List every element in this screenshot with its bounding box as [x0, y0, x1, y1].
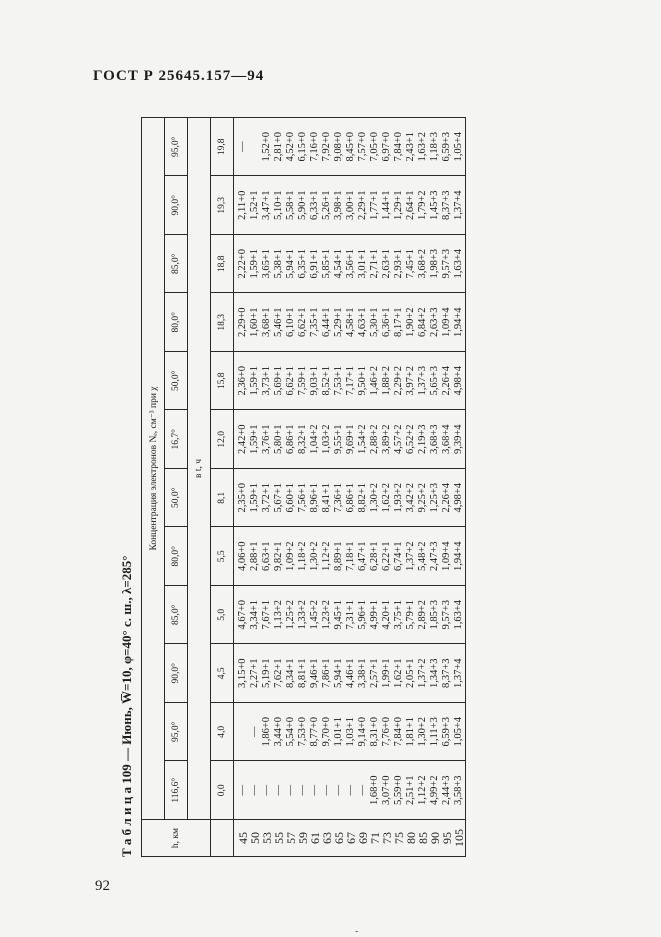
table-cell: 5,30+1	[369, 307, 380, 338]
table-cell: 5,59+0	[393, 775, 404, 806]
table-cell: 1,63+4	[453, 248, 464, 279]
table-cell: 7,53+0	[297, 716, 308, 747]
data-column-0	[234, 761, 466, 820]
table-cell: 3,72+1	[261, 482, 272, 513]
table-cell: 6,97+0	[381, 131, 392, 162]
time-header: в t, ч	[188, 118, 211, 820]
table-cell: —	[357, 785, 368, 796]
height-value: 73	[380, 832, 394, 844]
table-cell: 1,85+3	[429, 599, 440, 630]
table-cell: 1,60+1	[249, 307, 260, 338]
table-cell: 1,11+3	[429, 717, 440, 747]
table-cell: 6,59+3	[441, 716, 452, 747]
height-value: 61	[308, 832, 322, 844]
table-cell: 4,20+1	[381, 599, 392, 630]
table-cell: 1,77+1	[369, 190, 380, 221]
table-cell: 9,57+3	[441, 599, 452, 630]
table-cell: 4,67+0	[237, 599, 248, 630]
table-cell: 6,28+1	[369, 541, 380, 572]
table-cell: 2,88+1	[249, 541, 260, 572]
table-cell: 7,84+0	[393, 716, 404, 747]
chi-header-0: 116,6°	[165, 761, 188, 820]
table-cell: 8,82+1	[357, 482, 368, 513]
table-cell: 5,54+0	[285, 716, 296, 747]
table-cell: 1,37+4	[453, 190, 464, 221]
table-cell: 7,62+1	[273, 658, 284, 689]
height-value: 65	[332, 832, 346, 844]
height-value: 105	[452, 829, 466, 847]
table-cell: 8,89+1	[333, 541, 344, 572]
table-cell: 8,45+0	[345, 131, 356, 162]
table-cell: 4,99+2	[429, 775, 440, 806]
table-cell: 2,36+0	[237, 365, 248, 396]
table-cell: 3,15+0	[237, 658, 248, 689]
height-column-header: h, км	[142, 820, 211, 857]
table-cell: 3,34+1	[249, 599, 260, 630]
time-header-5: 8,1	[211, 469, 234, 528]
table-cell: 2,63+1	[381, 248, 392, 279]
table-cell: 1,29+1	[393, 190, 404, 221]
table-cell: 5,65+3	[429, 365, 440, 396]
table-cell: 8,81+1	[297, 658, 308, 689]
table-cell: 1,37+2	[417, 658, 428, 689]
table-cell: 3,47+1	[261, 190, 272, 221]
table-cell: 2,35+0	[237, 482, 248, 513]
table-cell: 5,26+1	[321, 190, 332, 221]
table-cell: 2,27+1	[249, 658, 260, 689]
table-cell: 2,88+2	[369, 424, 380, 455]
table-cell: 4,52+0	[285, 131, 296, 162]
table-cell: 3,68+4	[441, 424, 452, 455]
table-cell: 8,31+0	[369, 716, 380, 747]
chi-header-7: 50,0°	[165, 352, 188, 411]
table-cell: 9,69+1	[345, 424, 356, 455]
chi-header-9: 85,0°	[165, 235, 188, 294]
table-cell: 2,71+1	[369, 248, 380, 279]
table-cell: 6,86+1	[345, 482, 356, 513]
chi-header-8: 80,0°	[165, 293, 188, 352]
table-cell: 5,58+1	[285, 190, 296, 221]
table-cell: 1,25+2	[285, 599, 296, 630]
table-cell: 1,94+4	[453, 541, 464, 572]
table-cell: 8,52+1	[321, 365, 332, 396]
table-cell: 1,25+3	[429, 482, 440, 513]
table-cell: —	[309, 785, 320, 796]
data-column-7	[234, 352, 466, 411]
table-cell: 5,10+1	[273, 190, 284, 221]
table-cell: 5,29+1	[333, 307, 344, 338]
table-cell: 6,44+1	[321, 307, 332, 338]
table-cell: 6,47+1	[357, 541, 368, 572]
table-cell: 9,25+2	[417, 482, 428, 513]
table-cell: 1,09+2	[285, 541, 296, 572]
table-cell: 6,22+1	[381, 541, 392, 572]
table-cell: 2,81+0	[273, 131, 284, 162]
table-cell: 5,79+1	[405, 599, 416, 630]
table-cell: 3,56+1	[345, 248, 356, 279]
table-cell: 1,59+1	[249, 482, 260, 513]
time-header-1: 4,0	[211, 703, 234, 762]
table-cell: 5,80+1	[273, 424, 284, 455]
table-cell: 6,52+2	[405, 424, 416, 455]
table-cell: 1,63+4	[453, 599, 464, 630]
table-cell: 3,68+1	[261, 307, 272, 338]
bottom-mark: -	[355, 926, 359, 937]
table-cell: 1,86+0	[261, 716, 272, 747]
table-cell: 1,12+2	[417, 775, 428, 806]
table-cell: 3,76+1	[261, 424, 272, 455]
table-cell: 6,62+1	[285, 365, 296, 396]
table-cell: 8,96+1	[309, 482, 320, 513]
table-cell: 7,16+0	[309, 131, 320, 162]
table-cell: 1,94+4	[453, 307, 464, 338]
table-cell: 1,62+1	[393, 658, 404, 689]
time-header-10: 19,3	[211, 176, 234, 235]
table-cell: 8,77+0	[309, 716, 320, 747]
table-cell: 2,93+1	[393, 248, 404, 279]
table-cell: 2,29+0	[237, 307, 248, 338]
table-cell: 9,70+0	[321, 716, 332, 747]
table-cell: 2,29+2	[393, 365, 404, 396]
time-header-4: 5,5	[211, 527, 234, 586]
height-value: 69	[356, 832, 370, 844]
height-value: 63	[320, 832, 334, 844]
table-cell: 4,57+2	[393, 424, 404, 455]
table-cell: 5,38+1	[273, 248, 284, 279]
table-cell: 5,96+1	[357, 599, 368, 630]
table-body-row	[234, 118, 466, 857]
height-value: 85	[416, 832, 430, 844]
table-cell: 2,26+4	[441, 365, 452, 396]
table-cell: 6,60+1	[285, 482, 296, 513]
table-cell: 3,89+2	[381, 424, 392, 455]
table-cell: 1,52+1	[249, 190, 260, 221]
data-column-2	[234, 644, 466, 703]
table-cell: 9,57+3	[441, 248, 452, 279]
table-cell: 3,73+1	[261, 365, 272, 396]
time-header-11: 19,8	[211, 118, 234, 177]
table-cell: 3,65+1	[261, 248, 272, 279]
table-cell: 1,62+2	[381, 482, 392, 513]
table-cell: 4,06+0	[237, 541, 248, 572]
table-cell: 1,46+2	[369, 365, 380, 396]
height-value: 55	[272, 832, 286, 844]
table-cell: 7,18+1	[345, 541, 356, 572]
document-header: ГОСТ Р 25645.157—94	[93, 68, 265, 84]
table-cell: 9,14+0	[357, 716, 368, 747]
table-cell: 1,37+4	[453, 658, 464, 689]
table-cell: 7,84+0	[393, 131, 404, 162]
table-cell: 4,98+4	[453, 482, 464, 513]
time-header-9: 18,8	[211, 235, 234, 294]
table-cell: 1,59+1	[249, 365, 260, 396]
time-header-0: 0,0	[211, 761, 234, 820]
table-cell: 2,19+3	[417, 424, 428, 455]
table-cell: 2,05+1	[405, 658, 416, 689]
table-cell: 8,34+1	[285, 658, 296, 689]
table-cell: 4,98+4	[453, 365, 464, 396]
table-cell: 5,90+1	[297, 190, 308, 221]
table-cell: 4,46+1	[345, 658, 356, 689]
table-cell: 8,32+1	[297, 424, 308, 455]
table-cell: 7,92+0	[321, 131, 332, 162]
chi-header-11: 95,0°	[165, 118, 188, 177]
table-cell: 8,37+3	[441, 190, 452, 221]
table-cell: 9,39+4	[453, 424, 464, 455]
table-cell: 1,05+4	[453, 131, 464, 162]
table-cell: 1,59+1	[249, 248, 260, 279]
data-column-8	[234, 293, 466, 352]
table-cell: 5,85+1	[321, 248, 332, 279]
table-cell: 3,68+3	[429, 424, 440, 455]
table-cell: 9,46+1	[309, 658, 320, 689]
table-cell: 1,13+2	[273, 599, 284, 630]
data-table	[141, 117, 466, 857]
table-cell: 2,63+3	[429, 307, 440, 338]
table-cell: 3,00+1	[345, 190, 356, 221]
table-cell: 1,98+3	[429, 248, 440, 279]
data-column-10	[234, 176, 466, 235]
table-cell: 7,35+1	[309, 307, 320, 338]
table-cell: 3,44+0	[273, 716, 284, 747]
table-cell: 6,74+1	[393, 541, 404, 572]
table-cell: 7,05+0	[369, 131, 380, 162]
table-cell: —	[249, 785, 260, 796]
table-cell: 9,08+0	[333, 131, 344, 162]
table-cell: 8,37+3	[441, 658, 452, 689]
table-cell: 6,36+1	[381, 307, 392, 338]
table-cell: 7,59+1	[297, 365, 308, 396]
table-cell: 7,53+1	[333, 365, 344, 396]
table-cell: 4,99+1	[369, 599, 380, 630]
table-cell: 2,47+3	[429, 541, 440, 572]
table-cell: —	[321, 785, 332, 796]
table-cell: 1,37+2	[405, 541, 416, 572]
heights-column	[234, 820, 466, 857]
table-cell: 6,35+1	[297, 248, 308, 279]
table-cell: 2,29+1	[357, 190, 368, 221]
height-value: 75	[392, 832, 406, 844]
table-cell: 1,03+2	[321, 424, 332, 455]
table-cell: 6,86+1	[285, 424, 296, 455]
chi-header-1: 95,0°	[165, 703, 188, 762]
table-cell: 5,67+1	[273, 482, 284, 513]
table-cell: 6,10+1	[285, 307, 296, 338]
table-cell: 5,69+1	[273, 365, 284, 396]
table-cell: —	[261, 785, 272, 796]
table-cell: 9,45+1	[333, 599, 344, 630]
table-cell: 5,19+1	[261, 658, 272, 689]
time-header-3: 5,0	[211, 586, 234, 645]
table-cell: 1,33+2	[297, 599, 308, 630]
table-cell: —	[345, 785, 356, 796]
table-cell: 7,31+1	[345, 599, 356, 630]
chi-header-6: 16,7°	[165, 410, 188, 469]
table-cell: 1,30+2	[309, 541, 320, 572]
table-cell: 2,51+1	[405, 775, 416, 806]
table-cell: 3,01+1	[357, 248, 368, 279]
table-cell: 1,81+1	[405, 716, 416, 747]
data-column-3	[234, 586, 466, 645]
table-cell: 1,23+2	[321, 599, 332, 630]
table-caption: Т а б л и ц а 109 — Июнь, W̅=10, φ=40° с. ш., λ=285°	[119, 555, 134, 857]
table-cell: 3,98+1	[333, 190, 344, 221]
table-cell: —	[273, 785, 284, 796]
table-cell: —	[237, 785, 248, 796]
height-value: 59	[296, 832, 310, 844]
table-cell: 2,11+0	[237, 190, 248, 220]
table-cell: —	[333, 785, 344, 796]
height-value: 90	[428, 832, 442, 844]
table-cell: 1,44+1	[381, 190, 392, 221]
table-cell: 1,79+2	[417, 190, 428, 221]
table-cell: 2,57+1	[369, 658, 380, 689]
table-cell: 3,58+3	[453, 775, 464, 806]
table-cell: 1,09+4	[441, 307, 452, 338]
table-cell: 7,36+1	[333, 482, 344, 513]
table-cell: 1,93+2	[393, 482, 404, 513]
table-cell: 7,45+1	[405, 248, 416, 279]
table-cell: 6,59+3	[441, 131, 452, 162]
table-cell: 2,22+0	[237, 248, 248, 279]
data-column-5	[234, 469, 466, 528]
chi-header-10: 90,0°	[165, 176, 188, 235]
table-cell: 1,88+2	[381, 365, 392, 396]
height-value: 45	[236, 832, 250, 844]
table-cell: 3,75+1	[393, 599, 404, 630]
table-cell: 1,30+2	[369, 482, 380, 513]
table-cell: 2,43+1	[405, 131, 416, 162]
table-cell: —	[249, 726, 260, 737]
table-cell: —	[237, 141, 248, 152]
table-cell: 1,01+1	[333, 716, 344, 747]
concentration-header: Концентрация электронов Nₑ, см⁻³ при χ	[142, 118, 165, 820]
table-cell: 7,57+0	[357, 131, 368, 162]
table-cell: 1,05+4	[453, 716, 464, 747]
table-cell: 1,59+1	[249, 424, 260, 455]
table-cell: 2,89+2	[417, 599, 428, 630]
table-cell: 5,94+1	[333, 658, 344, 689]
table-cell: 2,42+0	[237, 424, 248, 455]
table-cell	[249, 118, 261, 176]
time-header-2: 4,5	[211, 644, 234, 703]
table-cell: 6,91+1	[309, 248, 320, 279]
table-cell: 6,15+0	[297, 131, 308, 162]
table-cell: 8,17+1	[393, 307, 404, 338]
table-cell: 5,46+1	[273, 307, 284, 338]
table-cell: 9,03+1	[309, 365, 320, 396]
table-cell: 1,90+2	[405, 307, 416, 338]
time-header-8: 18,3	[211, 293, 234, 352]
table-cell: 6,33+1	[309, 190, 320, 221]
table-cell: —	[285, 785, 296, 796]
table-cell: 4,58+1	[345, 307, 356, 338]
data-column-11	[234, 118, 466, 177]
chi-header-row	[165, 118, 188, 857]
table-cell: 9,50+1	[357, 365, 368, 396]
table-cell: 3,38+1	[357, 658, 368, 689]
chi-header-3: 85,0°	[165, 586, 188, 645]
time-header-7: 15,8	[211, 352, 234, 411]
table-cell: 2,26+4	[441, 482, 452, 513]
blank-header-cell	[211, 820, 234, 857]
table-cell: 1,52+0	[261, 131, 272, 162]
data-column-4	[234, 527, 466, 586]
table-cell: 1,45+2	[309, 599, 320, 630]
table-cell: 1,99+1	[381, 658, 392, 689]
table-cell: 7,17+1	[345, 365, 356, 396]
height-value: 67	[344, 832, 358, 844]
table-cell: 1,63+2	[417, 131, 428, 162]
table-cell: 9,82+1	[273, 541, 284, 572]
table-cell: 7,67+1	[261, 599, 272, 630]
table-cell: 6,62+1	[297, 307, 308, 338]
table-cell: 8,41+1	[321, 482, 332, 513]
time-header-6: 12,0	[211, 410, 234, 469]
table-cell: 2,44+3	[441, 775, 452, 806]
table-cell: 9,55+1	[333, 424, 344, 455]
table-cell: 1,30+2	[417, 716, 428, 747]
data-column-6	[234, 410, 466, 469]
height-value: 57	[284, 832, 298, 844]
height-value: 53	[260, 832, 274, 844]
table-cell: 1,03+1	[345, 716, 356, 747]
table-cell: 1,45+3	[429, 190, 440, 221]
time-values-row	[211, 118, 234, 857]
data-column-9	[234, 235, 466, 294]
table-cell: 3,07+0	[381, 775, 392, 806]
table-cell: 2,64+1	[405, 190, 416, 221]
height-value: 80	[404, 832, 418, 844]
table-cell: 4,63+1	[357, 307, 368, 338]
table-cell	[237, 703, 249, 761]
table-cell: 1,09+4	[441, 541, 452, 572]
table-cell: 7,86+1	[321, 658, 332, 689]
table-cell: 1,18+2	[297, 541, 308, 572]
table-cell: 1,68+0	[369, 775, 380, 806]
table-cell: 1,54+2	[357, 424, 368, 455]
table-cell: 1,34+3	[429, 658, 440, 689]
table-cell: 1,12+2	[321, 541, 332, 572]
table-cell: 3,97+2	[405, 365, 416, 396]
chi-header-5: 50,0°	[165, 469, 188, 528]
table-cell: 6,63+1	[261, 541, 272, 572]
chi-header-4: 80,0°	[165, 527, 188, 586]
table-cell: 7,76+0	[381, 716, 392, 747]
table-cell: 3,42+2	[405, 482, 416, 513]
table-cell: 5,48+2	[417, 541, 428, 572]
table-cell: 3,68+2	[417, 248, 428, 279]
table-cell: 6,84+2	[417, 307, 428, 338]
table-cell: 4,54+1	[333, 248, 344, 279]
height-value: 95	[440, 832, 454, 844]
table-cell: 1,37+3	[417, 365, 428, 396]
table-cell: —	[297, 785, 308, 796]
chi-header-2: 90,0°	[165, 644, 188, 703]
page-number: 92	[95, 878, 110, 894]
table-cell: 1,18+3	[429, 131, 440, 162]
height-value: 50	[248, 832, 262, 844]
table-cell: 5,94+1	[285, 248, 296, 279]
height-value: 71	[368, 832, 382, 844]
table-cell: 7,56+1	[297, 482, 308, 513]
rotated-table-block	[117, 117, 607, 857]
table-cell: 1,04+2	[309, 424, 320, 455]
data-column-1	[234, 703, 466, 762]
